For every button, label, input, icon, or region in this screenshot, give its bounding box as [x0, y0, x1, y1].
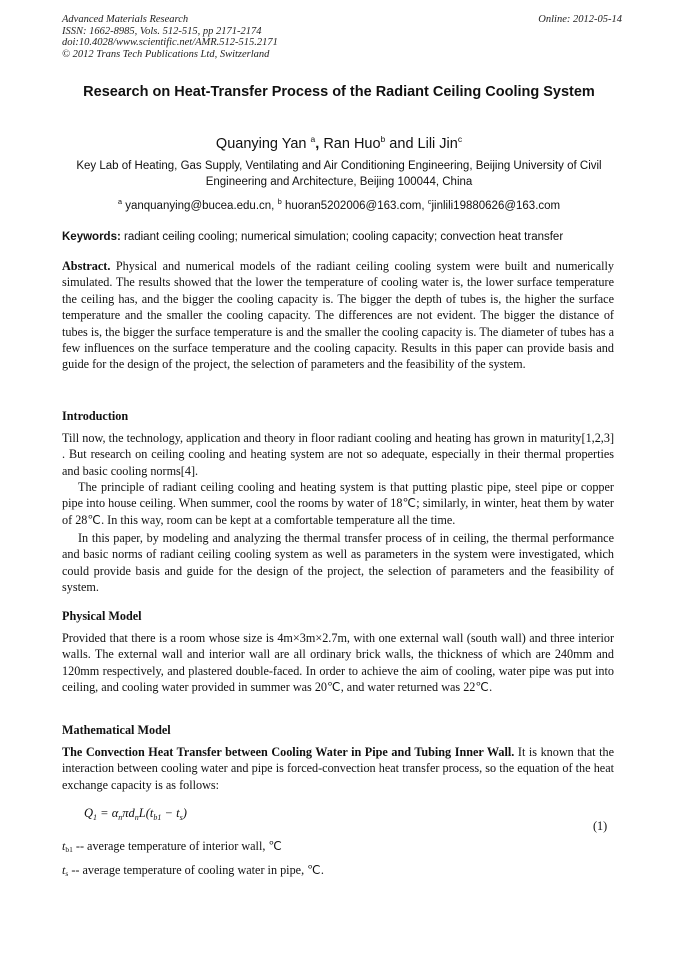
email-address[interactable]: yanquanying@bucea.edu.cn	[125, 200, 272, 212]
section-heading-mathematical-model: Mathematical Model	[62, 723, 171, 737]
email-address[interactable]: jinlili19880626@163.com	[431, 200, 561, 212]
paper-title: Research on Heat-Transfer Process of the Radiant Ceiling Cooling System	[83, 84, 595, 100]
author-name: Quanying Yan	[215, 136, 307, 152]
symbol-definition	[62, 862, 324, 882]
copyright-line: © 2012 Trans Tech Publications Ltd, Switzerland	[62, 48, 270, 60]
symbol: t	[62, 839, 66, 853]
math-model-text: It is known that the interaction between cooling water and pipe is forced-convection heat transfer process, so the equation of the heat exchange capacity is as follows:	[62, 745, 615, 792]
equation-1: $Q_1 = \alpha_n\pi d_nL(t_{b1} - t_s)$	[84, 806, 187, 822]
author-name: Lili Jin	[417, 136, 458, 152]
issn-line: ISSN: 1662-8985, Vols. 512-515, pp 2171-2174	[62, 25, 262, 37]
author-marker: a	[310, 134, 316, 144]
math-model-paragraph	[62, 744, 614, 793]
keywords-label: Keywords:	[62, 231, 121, 243]
doi-line: doi:10.4028/www.scientific.net/AMR.512-515.2171	[62, 37, 278, 49]
section-heading-physical-model: Physical Model	[62, 609, 142, 623]
author-marker: b	[380, 134, 386, 144]
section-heading-introduction: Introduction	[62, 409, 129, 423]
keywords-line	[62, 230, 622, 245]
symbol-subscript: s	[65, 869, 69, 878]
intro-paragraph-3: In this paper, by modeling and analyzing the thermal transfer process of in ceiling, the thermal performance and basic norms of radiant ceiling cooling system as well as parameters in the system were investigated, which could provide basis and guide for the design of the project, the selection of parameters and the feasibility of system.	[62, 531, 614, 595]
subsection-heading: The Convection Heat Transfer between Cooling Water in Pipe and Tubing Inner Wall.	[62, 745, 515, 759]
email-marker: c	[427, 197, 432, 206]
symbol-description: -- average temperature of interior wall, ℃	[75, 839, 283, 853]
author-marker: c	[457, 134, 463, 144]
email-marker: b	[277, 197, 282, 206]
email-address[interactable]: huoran5202006@163.com	[284, 200, 422, 212]
affiliation: Key Lab of Heating, Gas Supply, Ventilating and Air Conditioning Engineering, Beijing University of Civil Engineering and Architecture, Beijing 100044, China	[76, 160, 602, 188]
author-list: Quanying Yan $^a$, Ran Huo$^b$ and Lili Jin$^c$	[215, 134, 463, 152]
email-list: $^a$ yanquanying@bucea.edu.cn, $^b$ huoran5202006@163.com, $^c$jinlili19880626@163.com	[117, 197, 561, 212]
keywords-text: radiant ceiling cooling; numerical simulation; cooling capacity; convection heat transfer	[124, 231, 564, 243]
journal-header	[62, 14, 622, 60]
abstract	[62, 258, 614, 373]
equation-number: (1)	[593, 819, 608, 833]
physical-model-paragraph: Provided that there is a room whose size is 4m×3m×2.7m, with one external wall (south wall) and three interior walls. The external wall and interior wall are all ordinary brick walls, the thickness of which are 240mm and 120mm respectively, and plastered double-faced. In order to achieve the aim of cooling, water pipe was put into ceiling, and cooling water provided in summer was 20℃, and water returned was 22℃.	[62, 631, 614, 695]
author-name: Ran Huo	[323, 136, 381, 152]
journal-name: Advanced Materials Research	[62, 14, 189, 25]
abstract-text: Physical and numerical models of the radiant ceiling cooling system were built and numerically simulated. The results showed that the lower the temperature of cooling water is, the lower surface temperature the ceiling has, and the bigger the cooling capacity is. The bigger the depth of tubes is, the higher the surface temperature and the smaller the cooling capacity. The differences are not evident. The bigger the distance of tubes is, the bigger the surface temperature is and the smaller the cooling capacity is. The diameter of tubes has a few influences on the surface temperature and the cooling capacity. Results in this paper can provide basis and guide for the design of the project, the selection of parameters and the feasibility of the system.	[62, 259, 614, 372]
abstract-label: Abstract.	[62, 259, 111, 273]
email-marker: a	[117, 197, 123, 206]
intro-paragraph-1: Till now, the technology, application and theory in floor radiant cooling and heating has grown in maturity[1,2,3] . But research on ceiling cooling and heating system are not so adequate, especially in their thermal properties and basic cooling norms[4].	[62, 431, 614, 478]
symbol: t	[62, 863, 66, 877]
symbol-definition	[62, 838, 282, 858]
symbol-subscript: b1	[65, 845, 73, 854]
intro-paragraph-2: The principle of radiant ceiling cooling and heating system is that putting plastic pipe, steel pipe or copper pipe into house ceiling. When summer, cool the rooms by water of 18℃; similarly, in winter, heat them by water of 28℃. In this way, room can be kept at a comfortable temperature all the time.	[62, 480, 614, 527]
online-date: Online: 2012-05-14	[538, 14, 622, 25]
symbol-description: -- average temperature of cooling water in pipe, ℃.	[71, 863, 324, 877]
